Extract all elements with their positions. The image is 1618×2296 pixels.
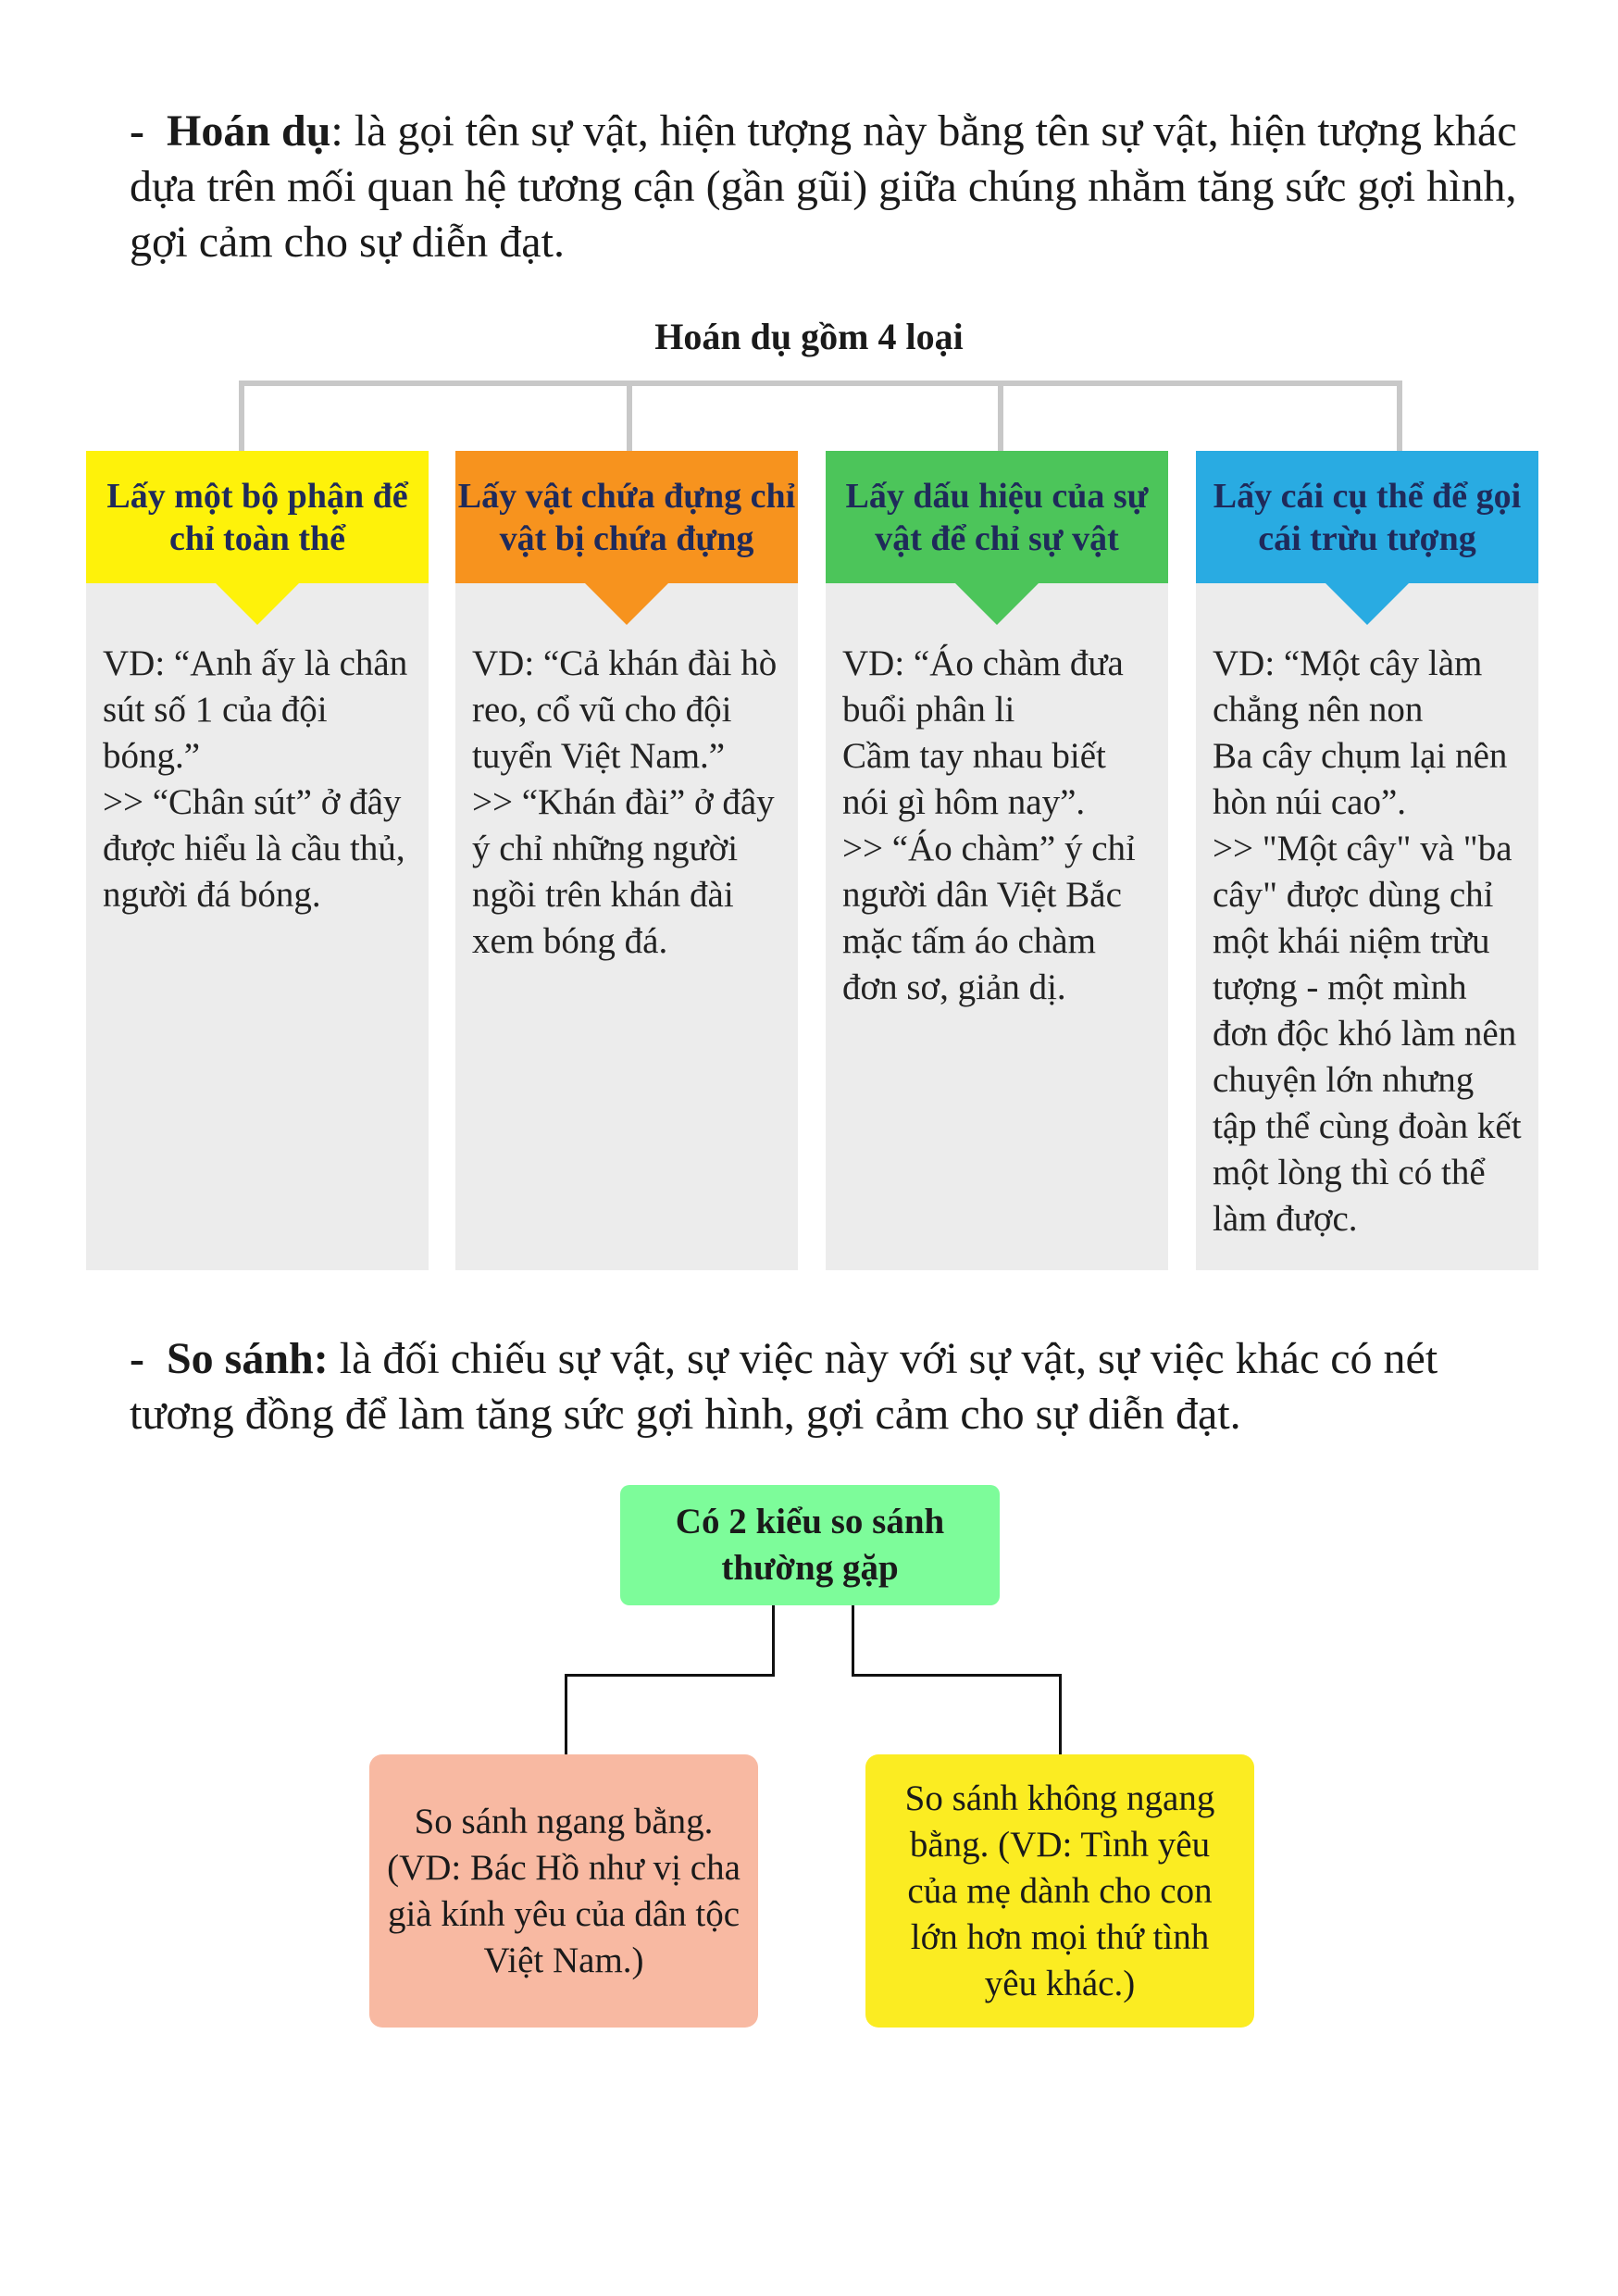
connector-drop-3	[998, 381, 1003, 451]
connector-horizontal	[239, 381, 1402, 386]
type-1-example-text: VD: “Anh ấy là chân sút số 1 của đội bóng.” >> “Chân sút” ở đây được hiểu là cầu thủ, người đá bóng.	[103, 643, 408, 915]
type-3-example	[826, 583, 1168, 1270]
tree-line-right-down	[852, 1605, 854, 1676]
metonymy-term: Hoán dụ	[166, 106, 331, 156]
type-4-example	[1196, 583, 1538, 1270]
comparison-unequal-box: So sánh không ngang bằng. (VD: Tình yêu của mẹ dành cho con lớn hơn mọi thứ tình yêu khác.)	[865, 1754, 1254, 2028]
comparison-term: So sánh:	[166, 1334, 329, 1383]
connector-drop-4	[1397, 381, 1402, 451]
tree-line-left-horizontal	[565, 1674, 775, 1677]
type-3-example-text: VD: “Áo chàm đưa buổi phân li Cầm tay nhau biết nói gì hôm nay”. >> “Áo chàm” ý chỉ người dân Việt Bắc mặc tấm áo chàm đơn sơ, giản dị.	[842, 643, 1136, 1007]
metonymy-dash: -	[130, 106, 144, 156]
type-4-example-text: VD: “Một cây làm chẳng nên non Ba cây chụm lại nên hòn núi cao”. >> "Một cây" và "ba cây" được dùng chỉ một khái niệm trừu tượng - một mình đơn độc khó làm nên chuyện lớn nhưng tập thể cùng đoàn kết một lòng thì có thể làm được.	[1213, 643, 1522, 1239]
metonymy-definition-text: : là gọi tên sự vật, hiện tượng này bằng tên sự vật, hiện tượng khác dựa trên mối quan hệ tương cận (gần gũi) giữa chúng nhằm tăng sức gợi hình, gợi cảm cho sự diễn đạt.	[130, 106, 1517, 267]
type-3-heading: Lấy dấu hiệu của sự vật để chỉ sự vật	[826, 451, 1168, 583]
connector-drop-1	[239, 381, 244, 451]
comparison-root-box: Có 2 kiểu so sánh thường gặp	[620, 1485, 1000, 1605]
type-1-heading: Lấy một bộ phận để chỉ toàn thể	[86, 451, 429, 583]
type-2-pointer	[584, 582, 669, 625]
type-2-heading: Lấy vật chứa đựng chỉ vật bị chứa đựng	[455, 451, 798, 583]
connector-drop-2	[627, 381, 632, 451]
type-1-pointer	[215, 582, 300, 625]
type-4-pointer	[1325, 582, 1410, 625]
tree-line-left-down	[772, 1605, 775, 1676]
tree-line-left-drop	[565, 1674, 567, 1754]
type-1-example	[86, 583, 429, 1270]
tree-line-right-drop	[1059, 1674, 1062, 1754]
comparison-dash: -	[130, 1334, 144, 1383]
comparison-definition-text: là đối chiếu sự vật, sự việc này với sự vật, sự việc khác có nét tương đồng để làm tăng sức gợi hình, gợi cảm cho sự diễn đạt.	[130, 1334, 1438, 1439]
type-2-example-text: VD: “Cả khán đài hò reo, cổ vũ cho đội tuyển Việt Nam.” >> “Khán đài” ở đây ý chỉ những người ngồi trên khán đài xem bóng đá.	[472, 643, 778, 961]
comparison-equal-box: So sánh ngang bằng. (VD: Bác Hồ như vị cha già kính yêu của dân tộc Việt Nam.)	[369, 1754, 758, 2028]
type-2-example	[455, 583, 798, 1270]
type-3-pointer	[954, 582, 1039, 625]
metonymy-definition	[130, 104, 1518, 270]
comparison-definition	[130, 1331, 1518, 1442]
tree-line-right-horizontal	[852, 1674, 1062, 1677]
metonymy-diagram-title: Hoán dụ gồm 4 loại	[654, 316, 964, 357]
type-4-heading: Lấy cái cụ thể để gọi cái trừu tượng	[1196, 451, 1538, 583]
